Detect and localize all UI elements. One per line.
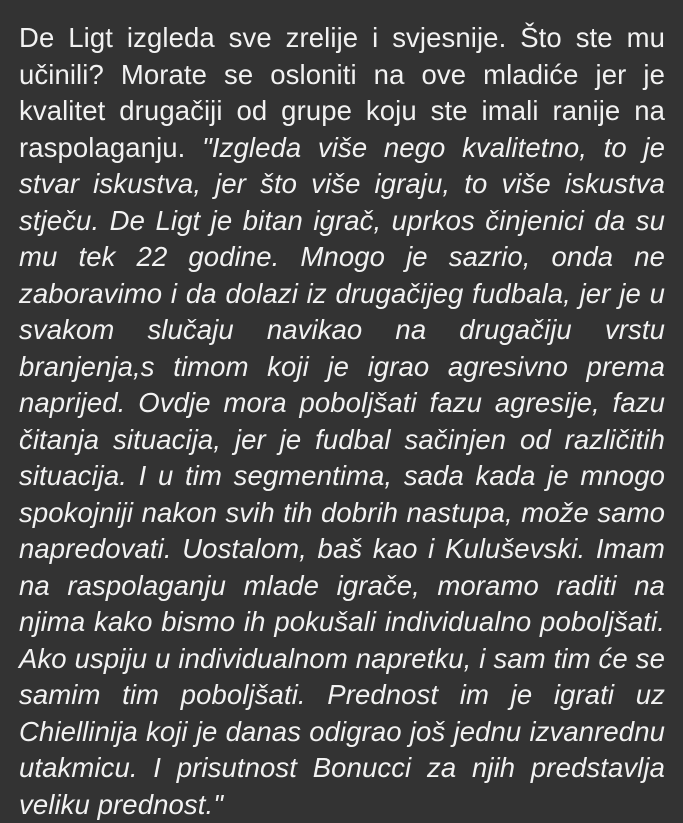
article-intro-text: De Ligt izgleda sve zrelije i svjesnije. Što ste mu učinili? Morate se osloniti na ove mladiće jer je kvalitet drugačiji od grupe koju ste imali ranije na raspolaganju. bbox=[19, 22, 665, 163]
article-body bbox=[19, 20, 665, 823]
article-paragraph bbox=[19, 20, 665, 823]
article-quote-text: "Izgleda više nego kvalitetno, to je stvar iskustva, jer što više igraju, to više iskustva stječu. De Ligt je bitan igrač, uprkos činjenici da su mu tek 22 godine. Mnogo je sazrio, onda ne zaboravimo i da dolazi iz drugačijeg fudbala, jer je u svakom slučaju navikao na drugačiju vrstu branjenja,s timom koji je igrao agresivno prema naprijed. Ovdje mora poboljšati fazu agresije, fazu čitanja situacija, jer je fudbal sačinjen od različitih situacija. I u tim segmentima, sada kada je mnogo spokojniji nakon svih tih dobrih nastupa, može samo napredovati. Uostalom, baš kao i Kuluševski. Imam na raspolaganju mlade igrače, moramo raditi na njima kako bismo ih pokušali individualno poboljšati. Ako uspiju u individualnom napretku, i sam tim će se samim tim poboljšati. Prednost im je igrati uz Chiellinija koji je danas odigrao još jednu izvanrednu utakmicu. I prisutnost Bonucci za njih predstavlja veliku prednost." bbox=[19, 131, 665, 820]
